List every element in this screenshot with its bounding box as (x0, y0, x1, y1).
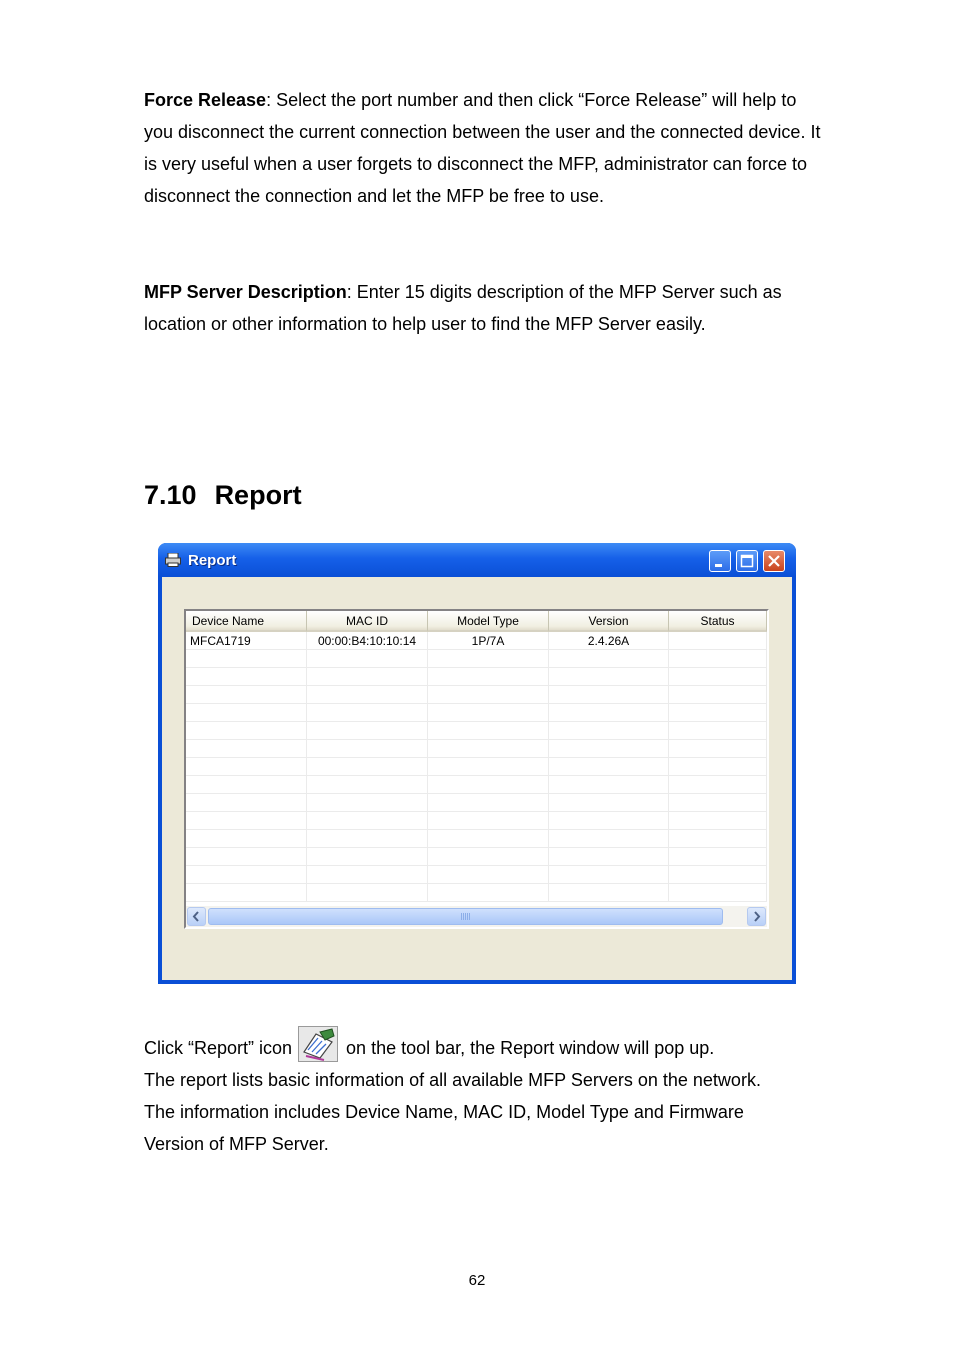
empty-cell (428, 686, 549, 703)
column-header-status[interactable]: Status (669, 611, 767, 632)
report-window (158, 543, 796, 984)
list-rows (186, 632, 767, 902)
close-button[interactable] (763, 550, 785, 572)
empty-cell (307, 758, 428, 775)
empty-cell (428, 650, 549, 667)
empty-row (186, 650, 767, 668)
empty-cell (669, 740, 767, 757)
empty-cell (186, 740, 307, 757)
force-release-paragraph (144, 84, 824, 212)
close-icon (764, 551, 784, 571)
column-header-model-type[interactable]: Model Type (428, 611, 549, 632)
empty-row (186, 704, 767, 722)
mfp-description-term: MFP Server Description (144, 282, 347, 302)
scroll-right-button[interactable] (747, 907, 766, 926)
empty-cell (669, 866, 767, 883)
column-header-version[interactable]: Version (549, 611, 669, 632)
section-heading (144, 480, 302, 511)
empty-cell (186, 866, 307, 883)
empty-cell (549, 668, 669, 685)
empty-cell (549, 722, 669, 739)
empty-cell (669, 794, 767, 811)
empty-cell (549, 794, 669, 811)
empty-cell (186, 668, 307, 685)
table-row[interactable] (186, 632, 767, 650)
empty-row (186, 686, 767, 704)
empty-cell (307, 794, 428, 811)
empty-cell (307, 686, 428, 703)
instruction-after-icon: on the tool bar, the Report window will pop up. (346, 1038, 715, 1058)
empty-cell (186, 830, 307, 847)
empty-cell (428, 758, 549, 775)
empty-cell (549, 650, 669, 667)
empty-cell (186, 704, 307, 721)
cell-status (669, 632, 767, 649)
empty-cell (307, 722, 428, 739)
empty-cell (428, 722, 549, 739)
chevron-left-icon (188, 908, 205, 925)
report-instructions (144, 1026, 824, 1160)
empty-cell (549, 776, 669, 793)
empty-cell (428, 740, 549, 757)
printer-icon (165, 553, 181, 567)
empty-cell (186, 722, 307, 739)
empty-cell (549, 704, 669, 721)
empty-cell (549, 848, 669, 865)
empty-cell (669, 758, 767, 775)
empty-cell (428, 812, 549, 829)
report-list[interactable] (184, 609, 769, 929)
empty-cell (428, 776, 549, 793)
empty-row (186, 776, 767, 794)
empty-row (186, 866, 767, 884)
empty-cell (307, 740, 428, 757)
instruction-before-icon: Click “Report” icon (144, 1038, 293, 1058)
maximize-button[interactable] (736, 550, 758, 572)
empty-cell (549, 740, 669, 757)
section-number: 7.10 (144, 480, 197, 510)
scroll-thumb[interactable] (208, 908, 723, 925)
scroll-left-button[interactable] (187, 907, 206, 926)
column-header-device-name[interactable]: Device Name (186, 611, 307, 632)
maximize-icon (737, 551, 757, 571)
empty-row (186, 668, 767, 686)
empty-cell (307, 650, 428, 667)
empty-cell (549, 686, 669, 703)
empty-cell (307, 776, 428, 793)
empty-cell (428, 848, 549, 865)
list-header (186, 611, 767, 632)
empty-cell (669, 686, 767, 703)
column-header-mac-id[interactable]: MAC ID (307, 611, 428, 632)
mfp-description-text: : Enter 15 digits description of the MFP Server such as location or other information to help user to find the MFP Server easily. (144, 282, 782, 334)
empty-cell (307, 866, 428, 883)
empty-cell (549, 884, 669, 901)
empty-cell (186, 848, 307, 865)
empty-row (186, 794, 767, 812)
mfp-description-paragraph (144, 276, 824, 340)
horizontal-scrollbar[interactable] (186, 906, 767, 927)
window-client-area (162, 577, 792, 980)
empty-cell (428, 704, 549, 721)
cell-device-name: MFCA1719 (186, 632, 307, 649)
empty-row (186, 758, 767, 776)
empty-cell (669, 704, 767, 721)
instruction-line-2: The report lists basic information of all available MFP Servers on the network. (144, 1070, 761, 1090)
empty-cell (428, 884, 549, 901)
empty-cell (186, 758, 307, 775)
empty-row (186, 830, 767, 848)
empty-cell (549, 812, 669, 829)
empty-row (186, 884, 767, 902)
minimize-icon (710, 551, 730, 571)
empty-cell (669, 776, 767, 793)
empty-cell (549, 866, 669, 883)
empty-cell (186, 884, 307, 901)
empty-cell (428, 794, 549, 811)
empty-cell (307, 704, 428, 721)
force-release-description: : Select the port number and then click “Force Release” will help to you disconnect the current connection between the user and the connected device. It is very useful when a user forgets to disconnect the MFP, administrator can force to disconnect the connection and let the MFP be free to use. (144, 90, 821, 206)
chevron-right-icon (748, 908, 765, 925)
empty-cell (307, 812, 428, 829)
empty-cell (186, 776, 307, 793)
empty-cell (669, 884, 767, 901)
instruction-line-3: The information includes Device Name, MAC ID, Model Type and Firmware (144, 1102, 744, 1122)
empty-cell (186, 794, 307, 811)
minimize-button[interactable] (709, 550, 731, 572)
empty-cell (307, 830, 428, 847)
cell-model-type: 1P/7A (428, 632, 549, 649)
force-release-term: Force Release (144, 90, 267, 110)
report-toolbar-icon (298, 1026, 338, 1062)
empty-cell (669, 848, 767, 865)
empty-cell (186, 650, 307, 667)
cell-mac-id: 00:00:B4:10:10:14 (307, 632, 428, 649)
empty-cell (669, 722, 767, 739)
empty-row (186, 722, 767, 740)
empty-cell (307, 884, 428, 901)
empty-row (186, 848, 767, 866)
empty-cell (669, 830, 767, 847)
empty-row (186, 740, 767, 758)
empty-cell (669, 812, 767, 829)
empty-cell (186, 812, 307, 829)
empty-cell (428, 866, 549, 883)
empty-row (186, 812, 767, 830)
empty-cell (307, 668, 428, 685)
section-title: Report (214, 480, 302, 510)
window-title: Report (188, 552, 237, 569)
empty-cell (428, 668, 549, 685)
cell-version: 2.4.26A (549, 632, 669, 649)
empty-cell (669, 668, 767, 685)
empty-cell (549, 830, 669, 847)
scroll-grip (461, 913, 471, 920)
empty-cell (186, 686, 307, 703)
empty-cell (669, 650, 767, 667)
window-titlebar[interactable] (158, 543, 796, 577)
instruction-line-4: Version of MFP Server. (144, 1134, 329, 1154)
empty-cell (549, 758, 669, 775)
empty-cell (428, 830, 549, 847)
empty-cell (307, 848, 428, 865)
page-number: 62 (468, 1272, 486, 1289)
